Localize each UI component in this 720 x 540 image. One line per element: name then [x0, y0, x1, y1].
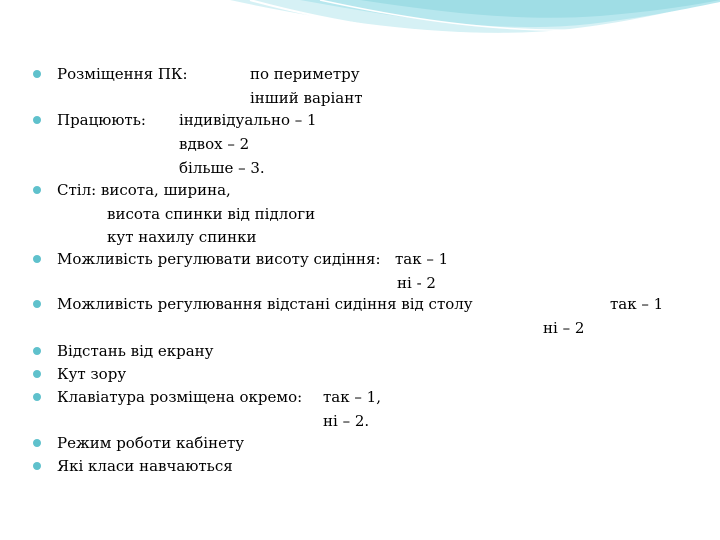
keyboard-yes: так – 1,	[323, 388, 381, 406]
working-mode-option-1: індивідуально – 1	[179, 111, 317, 129]
desk-item-3: кут нахилу спинки	[107, 228, 257, 246]
bullet-icon	[33, 347, 41, 355]
bullet-icon	[33, 300, 41, 308]
screen-distance-label: Відстань від екрану	[57, 342, 214, 360]
desk-item-2: висота спинки від підлоги	[107, 205, 316, 223]
working-mode-option-3: більше – 3.	[179, 159, 265, 177]
pc-placement-option-2: інший варіант	[250, 89, 363, 107]
pc-placement-label: Розміщення ПК:	[57, 65, 188, 83]
bullet-icon	[33, 439, 41, 447]
view-angle-label: Кут зору	[57, 365, 127, 383]
seat-height-label: Можливість регулювати висоту сидіння:	[57, 250, 381, 268]
seat-height-yes: так – 1	[395, 250, 449, 268]
bullet-icon	[33, 116, 41, 124]
decorative-wave-header	[0, 0, 720, 60]
seat-distance-yes: так – 1	[610, 295, 664, 313]
bullet-icon	[33, 186, 41, 194]
working-mode-option-2: вдвох – 2	[179, 135, 250, 153]
bullet-icon	[33, 255, 41, 263]
keyboard-label: Клавіатура розміщена окремо:	[57, 388, 303, 406]
bullet-icon	[33, 370, 41, 378]
seat-distance-label: Можливість регулювання відстані сидіння від столу	[57, 295, 473, 313]
cabinet-schedule-label: Режим роботи кабінету	[57, 434, 245, 452]
working-mode-label: Працюють:	[57, 111, 146, 129]
bullet-icon	[33, 462, 41, 470]
seat-height-no: ні - 2	[397, 274, 436, 292]
desk-label: Стіл: висота, ширина,	[57, 181, 231, 199]
pc-placement-option-1: по периметру	[250, 65, 360, 83]
keyboard-no: ні – 2.	[323, 412, 370, 430]
bullet-icon	[33, 393, 41, 401]
seat-distance-no: ні – 2	[543, 319, 585, 337]
bullet-icon	[33, 70, 41, 78]
classes-label: Які класи навчаються	[57, 457, 233, 475]
